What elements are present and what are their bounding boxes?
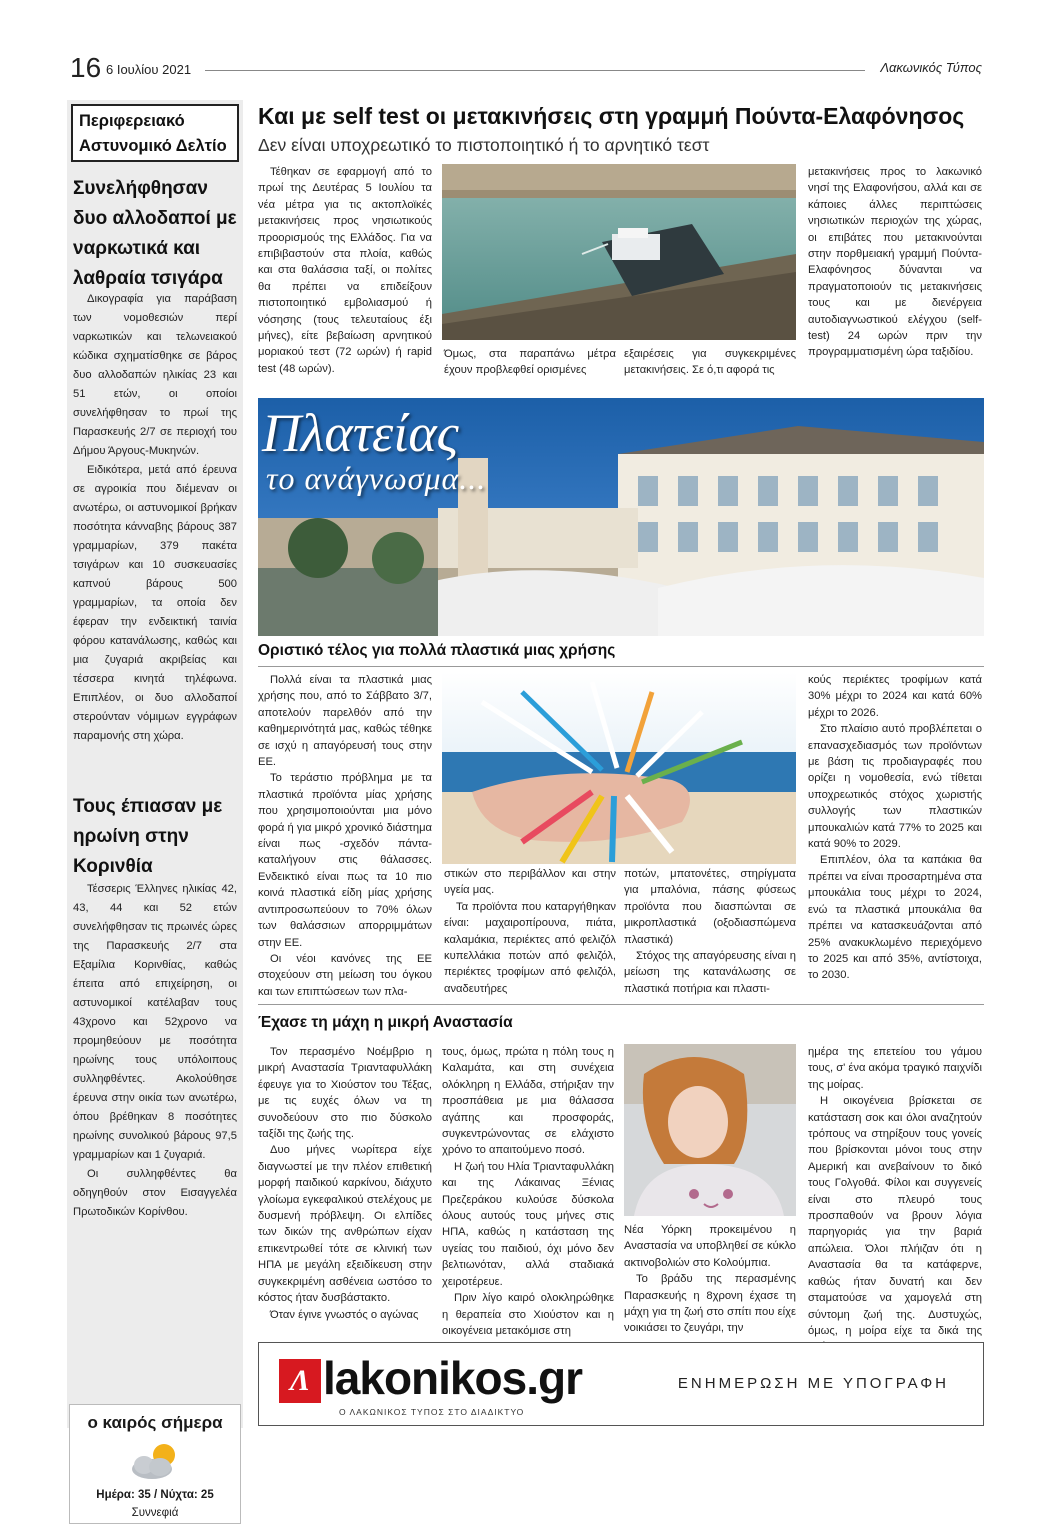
- article2-column-4: [808, 672, 982, 984]
- story1-body: [73, 290, 237, 746]
- issue-date: 6 Ιουλίου 2021: [106, 62, 192, 77]
- publication-name: Λακωνικός Τύπος: [880, 60, 982, 75]
- weather-condition: Συννεφιά: [131, 1507, 179, 1519]
- story1-paragraph: Δικογραφία για παράβαση των νομοθεσιών περί ναρκωτικών και τελωνειακού κώδικα σχηματίσθηκε σε βάρος δυο αλλοδαπών ηλικίας 23 και 51 ετών, οι οποίοι συνελήφθησαν το πρωί της Παρασκευής 2/7 σε περιοχή του Δήμου Άργους-Μυκηνών.: [73, 293, 237, 457]
- article2-paragraph: κούς περιέκτες τροφίμων κατά 30% μέχρι το 2024 και κατά 60% μέχρι το 2026.: [808, 674, 982, 719]
- weather-heading: ο καιρός σήμερα: [87, 1413, 223, 1432]
- anastasia-photo: [624, 1044, 796, 1216]
- article1-column-4: [808, 164, 982, 361]
- lakonikos-tagline: Ο ΛΑΚΩΝΙΚΟΣ ΤΥΠΟΣ ΣΤΟ ΔΙΑΔΙΚΤΥΟ: [339, 1407, 525, 1417]
- weather-temperatures: Ημέρα: 35 / Νύχτα: 25: [96, 1489, 214, 1501]
- article2-title: Οριστικό τέλος για πολλά πλαστικά μιας χρήσης: [258, 642, 616, 659]
- article3-paragraph: Η ζωή του Ηλία Τριανταφυλλάκη και της Λάκαινας Ξένιας Πρεζεράκου κυλούσε δύσκολα όλους αυτούς τους μήνες στις ΗΠΑ, καθώς η κατάσταση της υγείας του παιδιού, όχι μόνο δεν βελτιωνόταν, αλλά σταδιακά χειροτέρευε.: [442, 1160, 614, 1288]
- article2-paragraph: Πολλά είναι τα πλαστικά μιας χρήσης που, από το Σάββατο 3/7, αποτελούν παρελθόν από την καθημερινότητά μας, καθώς τέθηκε σε ισχύ η απαγόρευσή τους στην ΕΕ.: [258, 674, 432, 769]
- platia-subtitle: το ανάγνωσμα...: [266, 460, 487, 496]
- platia-title: Πλατείας: [262, 403, 459, 463]
- story2-paragraph: Τέσσερις Έλληνες ηλικίας 42, 43, 44 και 52 ετών συνελήφθησαν τις πρωινές ώρες της Παρασκευής 2/7 στα Εξαμίλια Κορινθίας, καθώς έπειτα από επιχείρηση, οι αστυνομικοί κατέλαβαν τους 43χρονο και 52χρονο να προμηθεύουν με ποσότητα ηρωίνης τους υπόλοιπους συλληφθέντες. Ακολούθησε έρευνα στην οικία των ανωτέρω, όπου βρέθηκαν 8 ποσότητες ηρωίνης συνολικού βάρους 97,5 γραμμαρίων και 1 ζυγαριά.: [73, 883, 237, 1161]
- article3-paragraph: Πριν λίγο καιρό ολοκληρώθηκε η θεραπεία στο Χιούστον και η οικογένεια μετακόμισε στη: [442, 1292, 614, 1337]
- article1-paragraph: Τέθηκαν σε εφαρμογή από το πρωί της Δευτέρας 5 Ιουλίου τα νέα μέτρα για τις ακτοπλοϊκές μετακινήσεις προς νησιωτικούς προορισμούς της Ελλάδος. Για να επιβιβαστούν στα πλοία, καθώς και στα θαλάσσια ταξί, οι πολίτες θα πρέπει να επιδείξουν πιστοποιητικό εμβολιασμού ή νόσησης (τους τελευταίους έξι μήνες), είτε βεβαίωση αρνητικού μοριακού τεστ (72 ωρών) ή rapid test (48 ωρών).: [258, 166, 432, 375]
- page-number: 16: [70, 52, 102, 83]
- article2-column-2: [444, 866, 616, 997]
- article1-subtitle: Δεν είναι υποχρεωτικό το πιστοποιητικό ή το αρνητικό τεστ: [258, 135, 710, 155]
- page-header: [70, 52, 982, 84]
- article3-paragraph: Η οικογένεια βρίσκεται σε κατάσταση σοκ και όλοι αναζητούν τρόπους να στηρίξουν τους γονείς που βρίσκονται μόνοι τους στην Αμερική και ανεβαίνουν το δικό τους Γολγοθά. Φίλοι και συγγενείς είναι στο πλευρό τους προσπαθούν να βρουν λόγια παρηγοριάς για την βαριά απώλεια. Όλοι πλήιζαν ότι η Αναστασία θα τα κατάφερνε, καθώς ήταν δυνατή και δεν σταματούσε να χαμογελά στη σύντομη ζωή της. Δυστυχώς, όμως, η μοίρα είχε τα δικά της: [808, 1095, 982, 1337]
- article2-column-3: [624, 866, 796, 997]
- story1-paragraph: Ειδικότερα, μετά από έρευνα σε αγροικία που διέμεναν οι ανωτέρω, οι αστυνομικοί βρήκαν ποσότητα κάνναβης βάρους 387 γραμμαρίων, 379 πακέτα τσιγάρων και 10 συσκευασίες καπνού βάρους 500 γραμμαρίων, τα οποία δεν έφεραν την ενδεικτική ταινία φόρου κατανάλωσης, καθώς και μια ζυγαριά ακριβείας και τέσσερα κινητά τηλέφωνα. Επιπλέον, οι δυο αλλοδαποί στερούνταν νόμιμων εγγράφων παραμονής στη χώρα.: [73, 464, 237, 742]
- platia-banner: [258, 398, 984, 636]
- story2-body: [73, 880, 237, 1222]
- article1-column-2: Όμως, στα παραπάνω μέτρα έχουν προβλεφθεί ορισμένες: [444, 348, 616, 377]
- section-rule: [258, 666, 984, 667]
- article2-paragraph: Οι νέοι κανόνες της ΕΕ στοχεύουν στη μείωση του όγκου και των επιπτώσεων των πλα-: [258, 952, 432, 998]
- sidebar-section-title: Περιφερειακό Αστυνομικό Δελτίο: [71, 104, 239, 162]
- article1-column-1: [258, 164, 432, 377]
- ferry-photo: [442, 164, 796, 340]
- article3-paragraph: τους, όμως, πρώτα η πόλη τους η Καλαμάτα, και στη συνέχεια ολόκληρη η Ελλάδα, στήριξαν την προσπάθεια με μια θάλασσα αγάπης και προσφοράς, συγκεντρώνοντας σε ελάχιστο χρόνο το απαιτούμενο ποσό.: [442, 1046, 614, 1157]
- article2-paragraph: Τα προϊόντα που καταργήθηκαν είναι: μαχαιροπίρουνα, πιάτα, καλαμάκια, περιέκτες από φελιζόλ κυπελλάκια ποτών από φελιζόλ, περιέκτες τροφίμων από φελιζόλ, αναδευτήρες: [444, 900, 616, 995]
- lakonikos-logo-icon: Λ: [279, 1359, 321, 1403]
- article3-column-2: [442, 1044, 614, 1339]
- article2-paragraph: ποτών, μπατονέτες, στηρίγματα για μπαλόνια, πάσης φύσεως προϊόντα που διασπώνται σε μικροπλαστικά (οξοδιασπώμενα πλαστικά): [624, 868, 796, 946]
- article3-paragraph: ημέρα της επετείου του γάμου τους, σ' ένα ακόμα τραγικό παιχνίδι της μοίρας.: [808, 1046, 982, 1091]
- story2-paragraph: Οι συλληφθέντες θα οδηγηθούν στον Εισαγγελέα Πρωτοδικών Κορίνθου.: [73, 1168, 237, 1218]
- story1-headline: Συνελήφθησαν δυο αλλοδαποί με ναρκωτικά και λαθραία τσιγάρα: [73, 178, 237, 289]
- article3-column-4: [808, 1044, 982, 1356]
- weather-box: [69, 1404, 241, 1524]
- article1-title: Και με self test οι μετακινήσεις στη γραμμή Πούντα-Ελαφόνησος: [258, 103, 965, 129]
- article2-paragraph: Το τεράστιο πρόβλημα με τα πλαστικά προϊόντα μίας χρήσης που χρησιμοποιούνται μια μόνο φορά ή για μικρό χρονικό διάστημα είναι πως -σχεδόν πάντα- καταλήγουν στις θάλασσες. Ενδεικτικό είναι πως τα 10 πιο κοινά πλαστικά είδη μίας χρήσης αντιπροσωπεύουν το 70% όλων των θαλάσσιων απορριμμάτων στην ΕΕ.: [258, 772, 432, 949]
- article3-title: Έχασε τη μάχη η μικρή Αναστασία: [258, 1014, 513, 1031]
- article2-paragraph: Επιπλέον, όλα τα καπάκια θα πρέπει να είναι προσαρτημένα στα μπουκάλια τους μέχρι το 2024, ενώ τα πλαστικά μπουκάλια θα πρέπει να κατασκευάζονται από 25% ανακυκλωμένο περιεχόμενο το 2025 και από 35%, αντίστοιχα, το 2030.: [808, 854, 982, 982]
- article3-column-1: [258, 1044, 432, 1323]
- header-rule: [205, 70, 865, 71]
- article3-paragraph: Το βράδυ της περασμένης Παρασκευής η 8χρονη έχασε τη μάχη για τη ζωή στο σπίτι που είχε νοικιάσει το ζευγάρι, την: [624, 1273, 796, 1335]
- story2-headline: Τους έπιασαν με ηρωίνη στην Κορινθία: [73, 796, 223, 877]
- article3-paragraph: Τον περασμένο Νοέμβριο η μικρή Αναστασία Τριανταφυλλάκη έφευγε για το Χιούστον του Τέξας, με τις ευχές όλων να τη συνοδεύουν στο πιο δύσκολο ταξίδι της ζωής της.: [258, 1046, 432, 1141]
- subscription-text: ΕΝΗΜΕΡΩΣΗ ΜΕ ΥΠΟΓΡΑΦΗ: [677, 1375, 949, 1392]
- article1-column-3: εξαιρέσεις για συγκεκριμένες μετακινήσεις. Σε ό,τι αφορά τις: [624, 348, 796, 377]
- section-rule: [258, 1004, 984, 1005]
- partly-cloudy-icon: [124, 1439, 188, 1483]
- article2-paragraph: στικών στο περιβάλλον και στην υγεία μας.: [444, 868, 616, 897]
- police-bulletin-sidebar: [67, 100, 243, 1428]
- lakonikos-ad-banner[interactable]: [258, 1342, 984, 1426]
- article3-paragraph: Δυο μήνες νωρίτερα είχε διαγνωστεί με την πλέον επιθετική μορφή παιδικού καρκίνου, διάχυτο γλοίωμα εγκεφαλικού στελέχους με δυσμενή πρόβλεψη. Οι ελπίδες των δικών της ανθρώπων είχαν επικεντρωθεί τότε σε κλινική των ΗΠΑ με μεγάλη εξειδίκευση στην συγκεκριμένη ασθένεια ωστόσο το κόστος ήταν δυσβάστακτο.: [258, 1144, 432, 1305]
- lakonikos-logo-text: lakonikos.gr: [323, 1352, 582, 1404]
- article3-paragraph: Όταν έγινε γνωστός ο αγώνας: [270, 1308, 419, 1321]
- plastic-straws-photo: [442, 672, 796, 864]
- article2-paragraph: Στόχος της απαγόρευσης είναι η μείωση της κατανάλωσης σε πλαστικά ποτήρια και πλαστι-: [624, 950, 796, 995]
- article3-photo-caption: Νέα Υόρκη προκειμένου η Αναστασία να υποβληθεί σε κύκλο ακτινοβολιών στο Κολούμπια.: [624, 1224, 796, 1269]
- article1-paragraph: μετακινήσεις προς το λακωνικό νησί της Ελαφονήσου, αλλά και σε κάποιες άλλες περιπτώσεις νησιωτικών περιοχών της χώρας, οι επιβάτες που μετακινούνται στην πορθμειακή γραμμή Πούντα-Ελαφόνησος δύνανται να πραγματοποιούν τις μετακινήσεις τους και με διενέργεια αυτοδιαγνωστικού ελέγχου (self-test) 24 ωρών πριν την προγραμματισμένη ώρα ταξιδίου.: [808, 166, 982, 359]
- article2-column-1: [258, 672, 432, 1000]
- article2-paragraph: Στο πλαίσιο αυτό προβλέπεται ο επανασχεδιασμός των προϊόντων με βάση τις προδιαγραφές που ορίζει η νομοθεσία, ενώ τίθεται υποχρεωτικός στόχος χωριστής συλλογής των πλαστικών μπουκαλιών κατά 77% το 2025 και κατά 90% το 2029.: [808, 723, 982, 851]
- article3-column-3: [624, 1222, 796, 1337]
